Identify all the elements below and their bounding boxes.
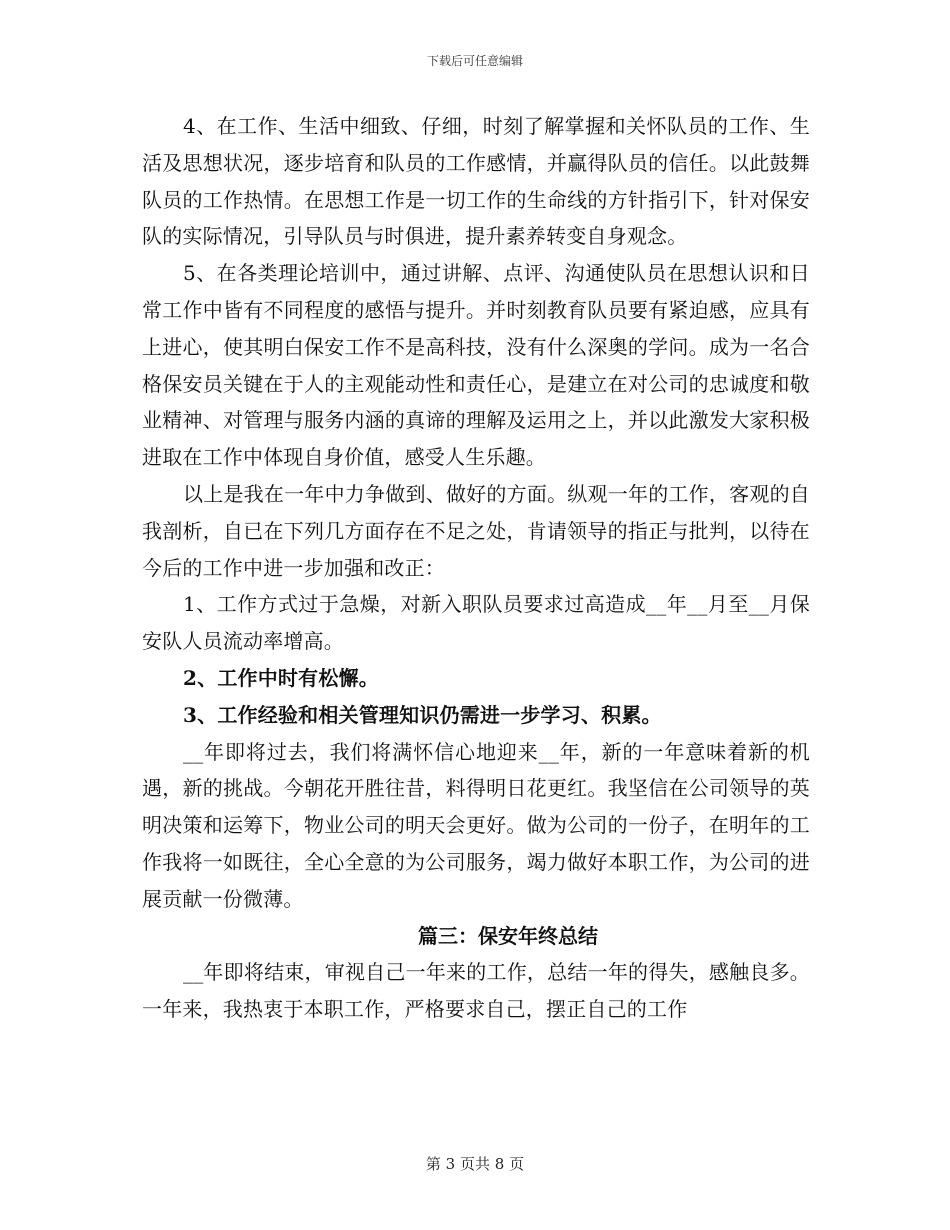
document-body — [142, 108, 810, 1028]
section-paragraph: __年即将结束，审视自己一年来的工作，总结一年的得失，感触良多。一年来，我热衷于本职工作，严格要求自己，摆正自己的工作 — [142, 960, 810, 1022]
page-footer: 第 3 页共 8 页 — [425, 1155, 525, 1173]
paragraph-shortcoming-3: 3、工作经验和相关管理知识仍需进一步学习、积累。 — [183, 702, 662, 727]
paragraph-item-4: 4、在工作、生活中细致、仔细，时刻了解掌握和关怀队员的工作、生活及思想状况，逐步培育和队员的工作感情，并赢得队员的信任。以此鼓舞队员的工作热情。在思想工作是一切工作的生命线的方针指引下，针对保安队的实际情况，引导队员与时俱进，提升素养转变自身观念。 — [142, 114, 810, 249]
paragraph-self-assessment: 以上是我在一年中力争做到、做好的方面。纵观一年的工作，客观的自我剖析，自已在下列几方面存在不足之处，肯请领导的指正与批判，以待在今后的工作中进一步加强和改正： — [142, 481, 810, 580]
page-header: 下载后可任意编辑 — [426, 54, 523, 68]
paragraph-shortcoming-2: 2、工作中时有松懈。 — [183, 665, 379, 690]
paragraph-outlook: __年即将过去，我们将满怀信心地迎来__年，新的一年意味着新的机遇，新的挑战。今朝花开胜往昔，料得明日花更红。我坚信在公司领导的英明决策和运筹下，物业公司的明天会更好。做为公司的一份子，在明年的工作我将一如既往，全心全意的为公司服务，竭力做好本职工作，为公司的进展贡献一份微薄。 — [142, 739, 810, 911]
paragraph-item-5: 5、在各类理论培训中，通过讲解、点评、沟通使队员在思想认识和日常工作中皆有不同程度的感悟与提升。并时刻教育队员要有紧迫感，应具有上进心，使其明白保安工作不是高科技，没有什么深奥的学问。成为一名合格保安员关键在于人的主观能动性和责任心，是建立在对公司的忠诚度和敬业精神、对管理与服务内涵的真谛的理解及运用之上，并以此激发大家积极进取在工作中体现自身价值，感受人生乐趣。 — [142, 261, 810, 470]
paragraph-shortcoming-1: 1、工作方式过于急燥，对新入职队员要求过高造成__年__月至__月保安队人员流动率增高。 — [142, 592, 810, 654]
section-title: 篇三：保安年终总结 — [418, 923, 598, 948]
